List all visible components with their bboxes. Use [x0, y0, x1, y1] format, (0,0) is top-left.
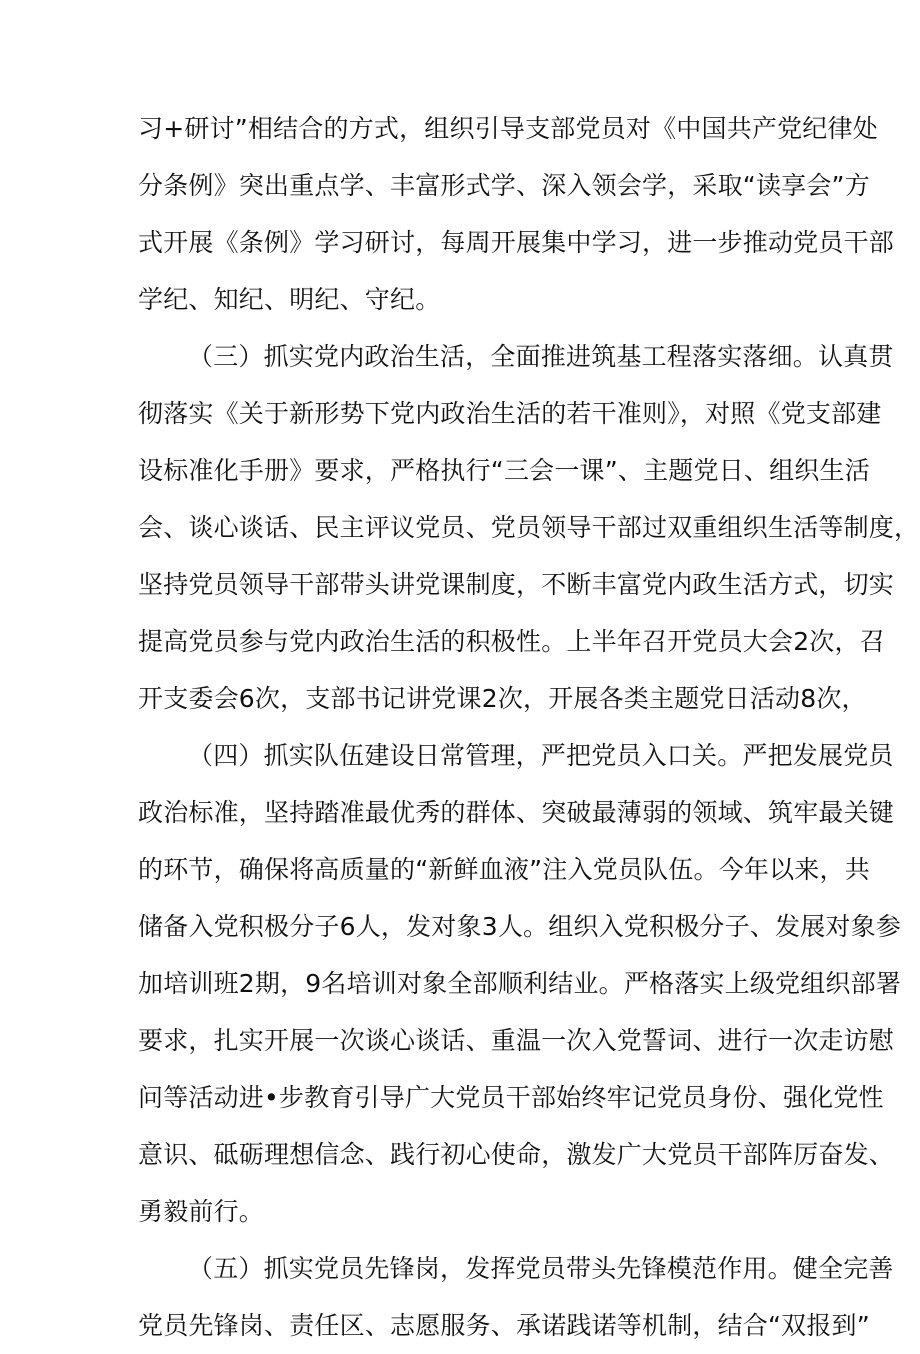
- text-line: 勇毅前行。: [138, 1197, 265, 1226]
- text-line: 的环节，确保将高质量的“新鲜血液”注入党员队伍。今年以来，共: [138, 855, 870, 884]
- paragraph-section-5: [138, 1240, 894, 1354]
- text-line: 意识、砥砺理想信念、践行初心使命，激发广大党员干部阵厉奋发、: [138, 1140, 895, 1169]
- paragraph-section-3: [138, 328, 920, 727]
- text-line: 问等活动进•步教育引导广大党员干部始终牢记党员身份、强化党性: [138, 1083, 884, 1112]
- section-heading-line: （五）抓实党员先锋岗，发挥党员带头先锋模范作用。健全完善: [188, 1254, 894, 1283]
- text-line: 加培训班2期，9名培训对象全部顺利结业。严格落实上级党组织部署: [138, 969, 902, 998]
- text-line: 学纪、知纪、明纪、守纪。: [138, 285, 441, 314]
- text-line: 开支委会6次，支部书记讲党课2次，开展各类主题党日活动8次，: [138, 684, 867, 713]
- text-line: 要求，扎实开展一次谈心谈话、重温一次入党誓词、进行一次走访慰: [138, 1026, 895, 1055]
- section-heading-line: （四）抓实队伍建设日常管理，严把党员入口关。严把发展党员: [188, 741, 894, 770]
- text-line: 设标准化手册》要求，严格执行“三会一课”、主题党日、组织生活: [138, 456, 870, 485]
- text-line: 式开展《条例》学习研讨，每周开展集中学习，进一步推动党员干部: [138, 228, 895, 257]
- text-line: 会、谈心谈话、民主评议党员、党员领导干部过双重组织生活等制度，: [138, 513, 920, 542]
- document-body: [138, 100, 920, 1354]
- text-line: 坚持党员领导干部带头讲党课制度，不断丰富党内政生活方式，切实: [138, 570, 895, 599]
- text-line: 储备入党积极分子6人，发对象3人。组织入党积极分子、发展对象参: [138, 912, 902, 941]
- paragraph-intro-continued: [138, 100, 895, 328]
- text-line: 彻落实《关于新形势下党内政治生活的若干准则》，对照《党支部建: [138, 399, 882, 428]
- text-line: 党员先锋岗、责任区、志愿服务、承诺践诺等机制，结合“双报到”: [138, 1311, 870, 1340]
- text-line: 分条例》突出重点学、丰富形式学、深入领会学，采取“读享会”方: [138, 171, 870, 200]
- text-line: 提高党员参与党内政治生活的积极性。上半年召开党员大会2次，召: [138, 627, 885, 656]
- text-line: 习+研讨”相结合的方式，组织引导支部党员对《中国共产党纪律处: [138, 114, 878, 143]
- section-heading-line: （三）抓实党内政治生活，全面推进筑基工程落实落细。认真贯: [188, 342, 894, 371]
- paragraph-section-4: [138, 727, 902, 1240]
- text-line: 政治标准，坚持踏准最优秀的群体、突破最薄弱的领域、筑牢最关键: [138, 798, 895, 827]
